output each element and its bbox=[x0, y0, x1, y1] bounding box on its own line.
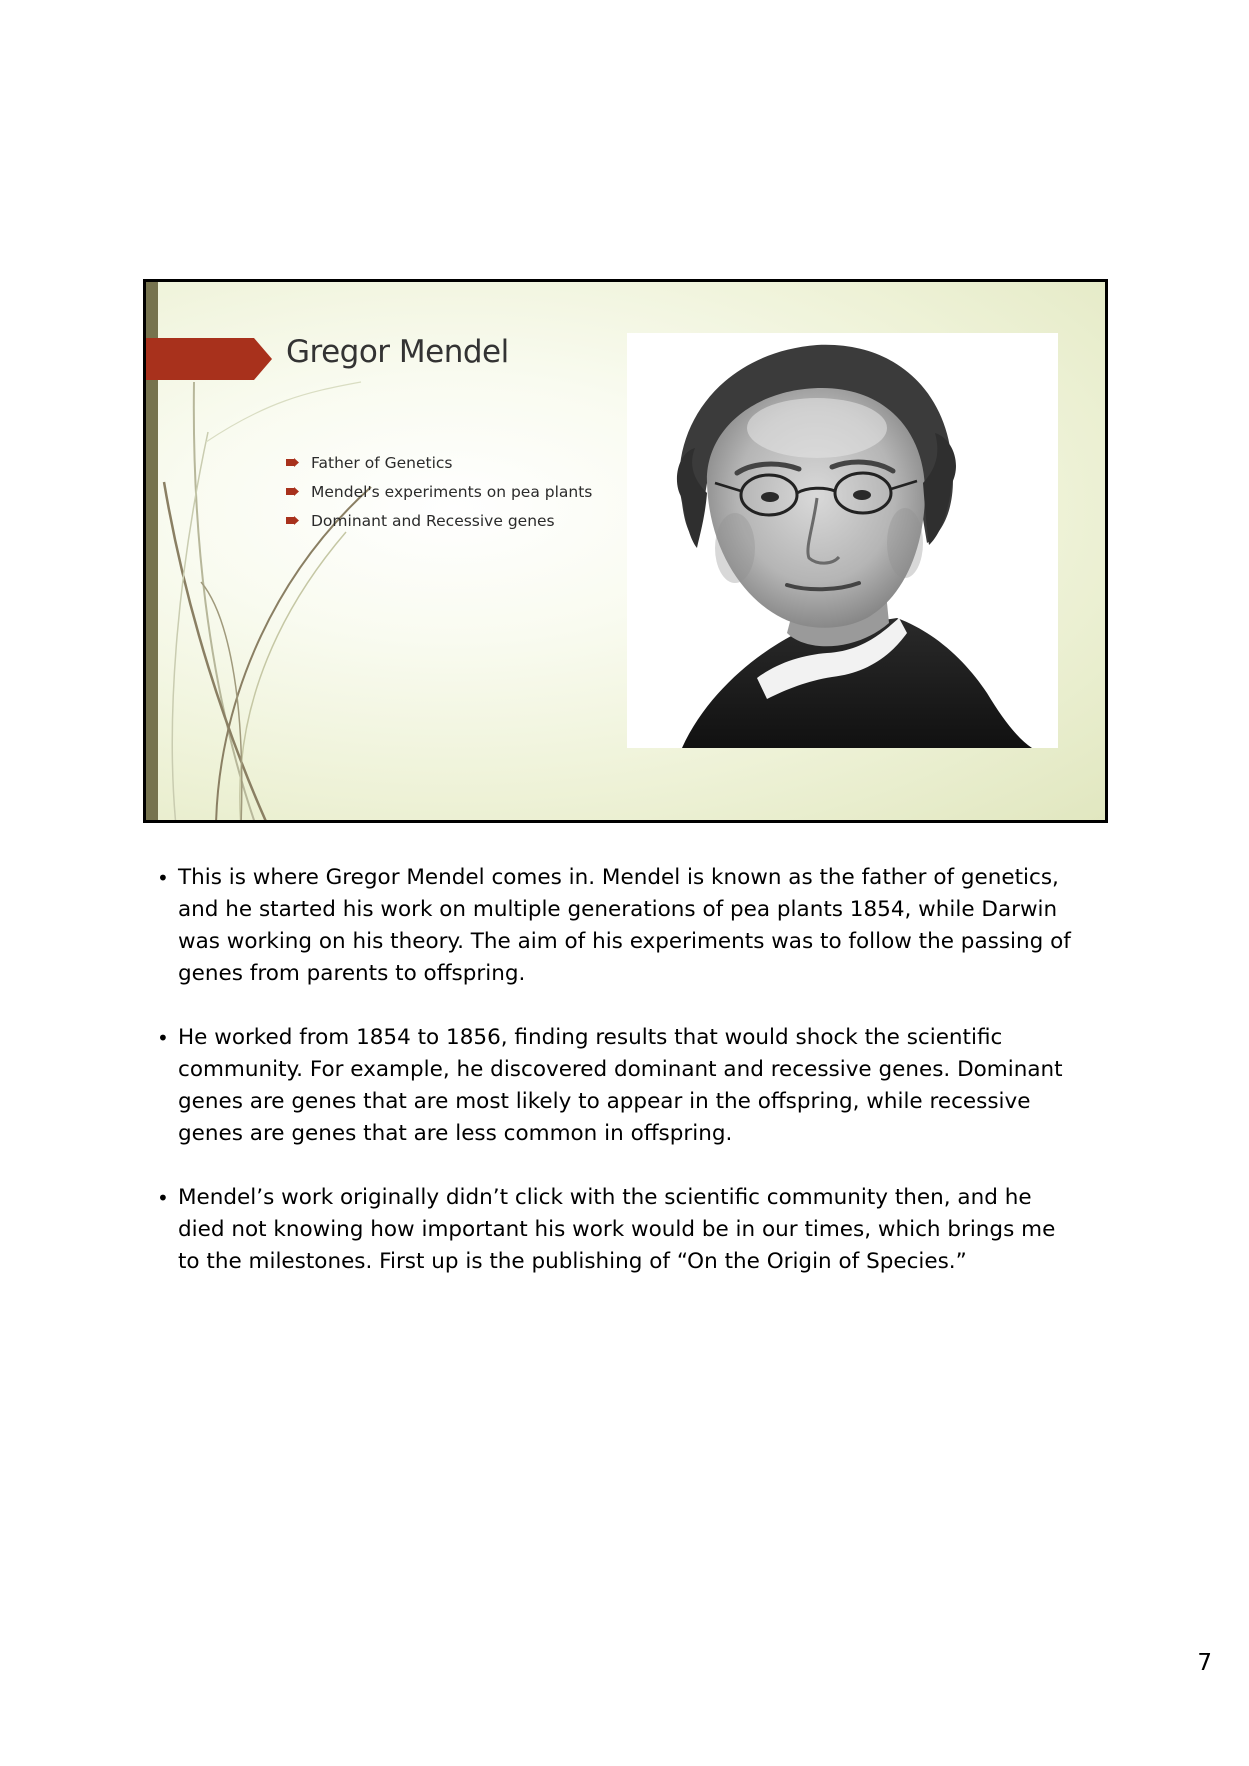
slide-thumbnail bbox=[143, 279, 1108, 823]
note-paragraph bbox=[152, 1022, 1082, 1150]
slide-bullet-text: Father of Genetics bbox=[311, 454, 453, 472]
slide-bullet-item bbox=[286, 510, 592, 539]
bullet-dot-icon: • bbox=[157, 1026, 169, 1050]
slide-bullet-item bbox=[286, 481, 592, 510]
speaker-notes bbox=[152, 862, 1082, 1310]
bullet-dot-icon: • bbox=[157, 1186, 169, 1210]
slide-bullet-item bbox=[286, 452, 592, 481]
arrow-bullet-icon bbox=[286, 487, 299, 496]
slide-title: Gregor Mendel bbox=[286, 334, 509, 370]
page-number: 7 bbox=[1197, 1650, 1212, 1676]
note-paragraph bbox=[152, 862, 1082, 990]
slide-bullet-list bbox=[286, 452, 592, 539]
portrait-illustration bbox=[627, 333, 1058, 748]
bullet-dot-icon: • bbox=[157, 866, 169, 890]
title-arrow-shape bbox=[146, 338, 272, 380]
note-text: Mendel’s work originally didn’t click with the scientific community then, and he died not knowing how important his work would be in our times, which brings me to the milestones. First up is the publishing of “On the Origin of Species.” bbox=[178, 1185, 1056, 1274]
note-text: He worked from 1854 to 1856, finding results that would shock the scientific community. For example, he discovered dominant and recessive genes. Dominant genes are genes that are most likely to appear in the offspring, while recessive genes are genes that are less common in offspring. bbox=[178, 1025, 1063, 1146]
arrow-bullet-icon bbox=[286, 458, 299, 467]
note-text: This is where Gregor Mendel comes in. Mendel is known as the father of genetics, and he started his work on multiple generations of pea plants 1854, while Darwin was working on his theory. The aim of his experiments was to follow the passing of genes from parents to offspring. bbox=[178, 865, 1071, 986]
portrait-photo bbox=[627, 333, 1058, 748]
slide-bullet-text: Mendel's experiments on pea plants bbox=[311, 483, 593, 501]
slide-bullet-text: Dominant and Recessive genes bbox=[311, 512, 555, 530]
note-paragraph bbox=[152, 1182, 1082, 1278]
arrow-bullet-icon bbox=[286, 516, 299, 525]
